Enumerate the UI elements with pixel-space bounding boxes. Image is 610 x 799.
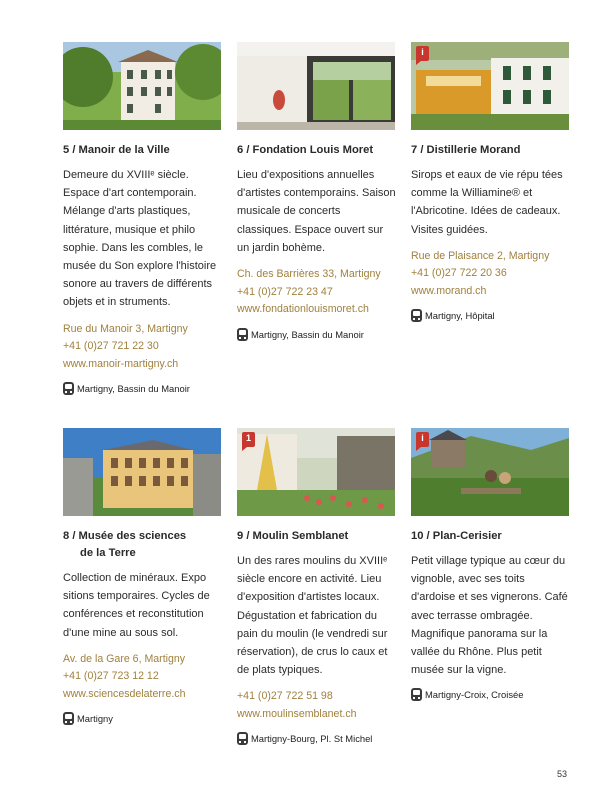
bus-icon xyxy=(237,328,248,341)
photo-manoir xyxy=(63,42,221,130)
listing-title: 9 / Moulin Semblanet xyxy=(237,530,349,542)
listing-title: 10 / Plan-Cerisier xyxy=(411,530,502,542)
listing-phone: +41 (0)27 721 22 30 xyxy=(63,340,159,353)
photo-plan-cerisier xyxy=(411,428,569,516)
listing-description: Collection de minéraux. Expo sitions temporaires. Cycles de conférences et reconstitution d'une mine au sous sol. xyxy=(63,572,210,639)
listing-title-line2: de la Terre xyxy=(80,547,136,559)
bus-stop xyxy=(63,382,223,395)
page-number: 53 xyxy=(556,769,567,779)
listing-title: 6 / Fondation Louis Moret xyxy=(237,144,374,156)
info-marker-icon: i xyxy=(416,46,429,61)
photo-morand xyxy=(411,42,569,130)
distillery-photo-icon xyxy=(411,42,569,130)
listing-card-musee xyxy=(63,428,223,725)
listing-phone: +41 (0)27 722 20 36 xyxy=(411,267,507,280)
bus-stop xyxy=(63,712,223,725)
listing-description: Petit village typique au cœur du vignoble, avec ses toits d'ardoise et ses vignerons. Café avec terrasse ombragée. Magnifique panorama sur la vallée du Rhône. Plus petit musée sur la vigne. xyxy=(411,555,568,677)
listing-website[interactable]: www.morand.ch xyxy=(411,284,487,297)
listing-card-moulin xyxy=(237,428,397,745)
photo-musee xyxy=(63,428,221,516)
listing-address: Rue du Manoir 3, Martigny xyxy=(63,322,188,335)
mill-terrace-photo-icon xyxy=(237,428,395,516)
listing-phone: +41 (0)27 722 51 98 xyxy=(237,690,333,703)
listing-website[interactable]: www.fondationlouismoret.ch xyxy=(237,303,369,316)
listing-address: Rue de Plaisance 2, Martigny xyxy=(411,249,550,262)
listing-website[interactable]: www.moulinsemblanet.ch xyxy=(237,707,357,720)
listing-description: Un des rares moulins du XVIIIᵉ siècle encore en activité. Lieu d'exposition d'artistes locaux. Dégustation et fabrication du pain du moulin (le vendredi sur réservation), de crus lo caux et de plats typiques. xyxy=(237,555,388,677)
listing-card-morand xyxy=(411,42,571,322)
bus-stop-label: Martigny-Croix, Croisée xyxy=(425,689,524,701)
photo-moulin xyxy=(237,428,395,516)
train-icon xyxy=(63,712,74,725)
building-photo-icon xyxy=(63,42,221,130)
listing-address: Av. de la Gare 6, Martigny xyxy=(63,652,186,665)
listing-description: Demeure du XVIIIᵉ siècle. Espace d'art contemporain. Mélange d'arts plastiques, littérature, musique et philo sophie. Dans les combles, le musée du Son explore l'histoire sonore au travers de différents objets et in struments. xyxy=(63,169,217,309)
listing-card-manoir xyxy=(63,42,223,395)
listing-description: Sirops et eaux de vie répu tées comme la Williamine® et l'Abricotine. Idées de cadeaux. Visites guidées. xyxy=(411,169,563,236)
bus-stop-label: Martigny, Hôpital xyxy=(425,310,495,322)
listing-description: Lieu d'expositions annuelles d'artistes contemporains. Saison musicale de concerts classiques. Espace ouvert sur un jardin bohème. xyxy=(237,169,396,254)
listing-address: Ch. des Barrières 33, Martigny xyxy=(237,268,381,281)
bus-stop-label: Martigny, Bassin du Manoir xyxy=(77,383,190,395)
bus-stop xyxy=(411,309,571,322)
bus-stop-label: Martigny, Bassin du Manoir xyxy=(251,328,364,340)
listing-website[interactable]: www.sciencesdelaterre.ch xyxy=(63,687,186,700)
photo-moret xyxy=(237,42,395,130)
bus-icon xyxy=(411,688,422,701)
bus-icon xyxy=(63,382,74,395)
bus-stop xyxy=(411,688,571,701)
listing-website[interactable]: www.manoir-martigny.ch xyxy=(63,357,179,370)
bus-icon xyxy=(237,732,248,745)
vineyard-village-photo-icon xyxy=(411,428,569,516)
listing-title-line1: 8 / Musée des sciences xyxy=(63,530,187,542)
listing-title: 7 / Distillerie Morand xyxy=(411,144,521,156)
bus-icon xyxy=(411,309,422,322)
listing-phone: +41 (0)27 722 23 47 xyxy=(237,285,333,298)
listing-card-plan-cerisier xyxy=(411,428,571,701)
gallery-interior-photo-icon xyxy=(237,42,395,130)
bus-stop-label: Martigny xyxy=(77,713,113,725)
museum-building-photo-icon xyxy=(63,428,221,516)
info-marker-icon: 1 xyxy=(242,432,255,447)
listing-phone: +41 (0)27 723 12 12 xyxy=(63,670,159,683)
bus-stop-label: Martigny-Bourg, Pl. St Michel xyxy=(251,733,373,745)
listing-title: 5 / Manoir de la Ville xyxy=(63,144,170,156)
bus-stop xyxy=(237,328,397,341)
listing-card-moret xyxy=(237,42,397,341)
bus-stop xyxy=(237,732,397,745)
listing-title xyxy=(63,528,223,562)
info-marker-icon: i xyxy=(416,432,429,447)
